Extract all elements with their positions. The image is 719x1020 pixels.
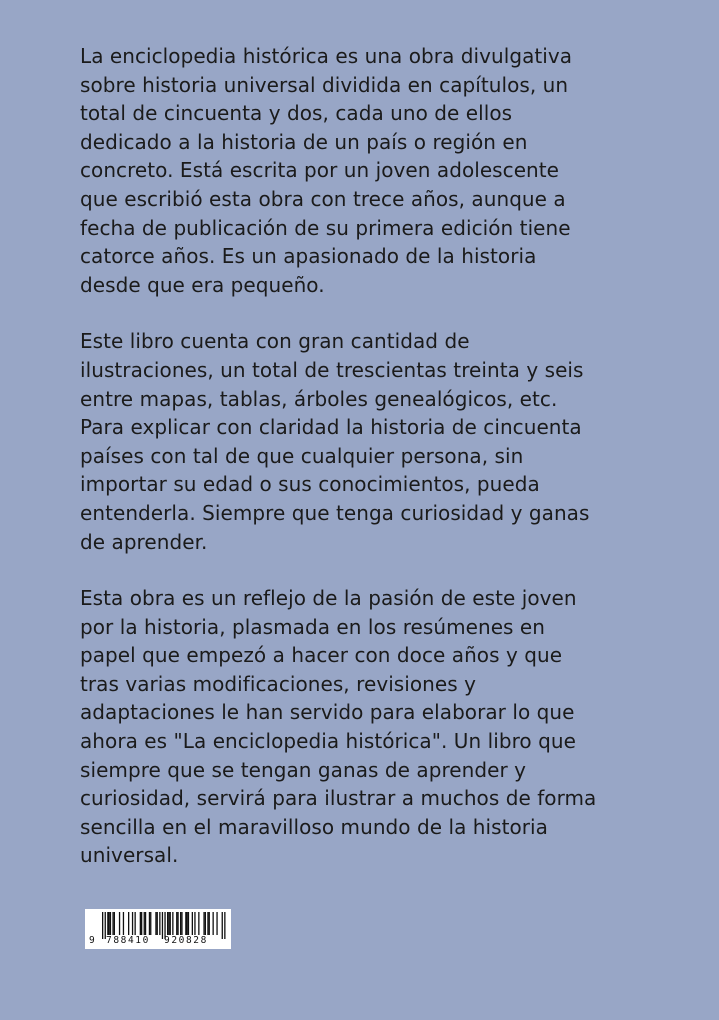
text-line: sobre historia universal dividida en capítulos, un — [80, 72, 569, 97]
text-line: entenderla. Siempre que tenga curiosidad y ganas — [80, 500, 590, 525]
text-line: desde que era pequeño. — [80, 272, 325, 297]
text-line: sencilla en el maravilloso mundo de la historia — [80, 814, 548, 839]
barcode-bar — [172, 912, 173, 935]
barcode-bar — [145, 912, 146, 935]
barcode-bar — [157, 912, 158, 935]
barcode-bar — [198, 912, 199, 935]
barcode-bar — [159, 912, 160, 935]
barcode-bar — [188, 912, 189, 935]
barcode-bar — [119, 912, 120, 935]
text-line: concreto. Está escrita por un joven adolescente — [80, 158, 560, 183]
text-line: papel que empezó a hacer con doce años y que — [80, 643, 563, 668]
barcode-bar — [110, 912, 111, 935]
barcode-bar — [135, 912, 136, 935]
barcode-bar — [180, 912, 181, 935]
isbn-barcode — [85, 909, 231, 949]
barcode-bar — [185, 912, 186, 935]
text-line: ahora es "La enciclopedia histórica". Un libro que — [80, 729, 576, 754]
text-line: ilustraciones, un total de trescientas treinta y seis — [80, 357, 584, 382]
barcode-bar — [140, 912, 141, 935]
barcode-bar — [112, 912, 113, 935]
barcode-bar — [194, 912, 195, 935]
barcode-left-group: 788410 — [106, 935, 150, 946]
barcode-bar — [170, 912, 171, 935]
barcode-bar — [144, 912, 145, 935]
text-line: países con tal de que cualquier persona, sin — [80, 443, 524, 468]
barcode-bar — [209, 912, 210, 935]
barcode-bar — [181, 912, 182, 935]
barcode-bar — [107, 912, 108, 935]
text-line: que escribió esta obra con trece años, aunque a — [80, 186, 566, 211]
text-line: de aprender. — [80, 529, 208, 554]
text-line: universal. — [80, 843, 179, 868]
text-line: total de cincuenta y dos, cada uno de ellos — [80, 101, 513, 126]
text-line: siempre que se tengan ganas de aprender y — [80, 757, 527, 782]
text-line: por la historia, plasmada en los resúmenes en — [80, 614, 546, 639]
text-line: Este libro cuenta con gran cantidad de — [80, 329, 470, 354]
barcode-bar — [205, 912, 206, 935]
barcode-bar — [141, 912, 142, 935]
barcode-bar — [177, 912, 178, 935]
text-line: entre mapas, tablas, árboles genealógicos, etc. — [80, 386, 558, 411]
barcode-bar — [203, 912, 204, 935]
barcode-bar — [213, 912, 214, 935]
barcode-bar — [109, 912, 110, 935]
barcode-bar — [168, 912, 169, 935]
barcode-right-group: 920828 — [164, 935, 208, 946]
barcode-bar — [150, 912, 151, 935]
paragraph-2 — [80, 327, 680, 556]
paragraph-3 — [80, 584, 680, 870]
barcode-bar — [128, 912, 129, 935]
text-line: adaptaciones le han servido para elaborar lo que — [80, 700, 575, 725]
back-cover-description — [80, 42, 680, 898]
barcode-bar — [192, 912, 193, 935]
barcode-first-digit: 9 — [89, 935, 95, 946]
barcode-bar — [207, 912, 208, 935]
text-line: dedicado a la historia de un país o región en — [80, 129, 528, 154]
text-line: curiosidad, servirá para ilustrar a muchos de forma — [80, 786, 597, 811]
text-line: Esta obra es un reflejo de la pasión de este joven — [80, 586, 577, 611]
barcode-bar — [123, 912, 124, 935]
barcode-bar — [149, 912, 150, 935]
barcode-bar — [187, 912, 188, 935]
barcode-bar — [216, 912, 217, 935]
barcode-bar — [132, 912, 133, 935]
text-line: La enciclopedia histórica es una obra divulgativa — [80, 44, 573, 68]
text-line: fecha de publicación de su primera edición tiene — [80, 215, 571, 240]
barcode-digits — [85, 935, 231, 947]
text-line: catorce años. Es un apasionado de la historia — [80, 244, 537, 269]
barcode-bar — [176, 912, 177, 935]
barcode-bar — [167, 912, 168, 935]
text-line: tras varias modificaciones, revisiones y — [80, 671, 477, 696]
text-line: Para explicar con claridad la historia de cincuenta — [80, 415, 582, 440]
barcode-bar — [114, 912, 115, 935]
paragraph-1 — [80, 42, 680, 299]
text-line: importar su edad o sus conocimientos, pueda — [80, 472, 540, 497]
barcode-bar — [155, 912, 156, 935]
